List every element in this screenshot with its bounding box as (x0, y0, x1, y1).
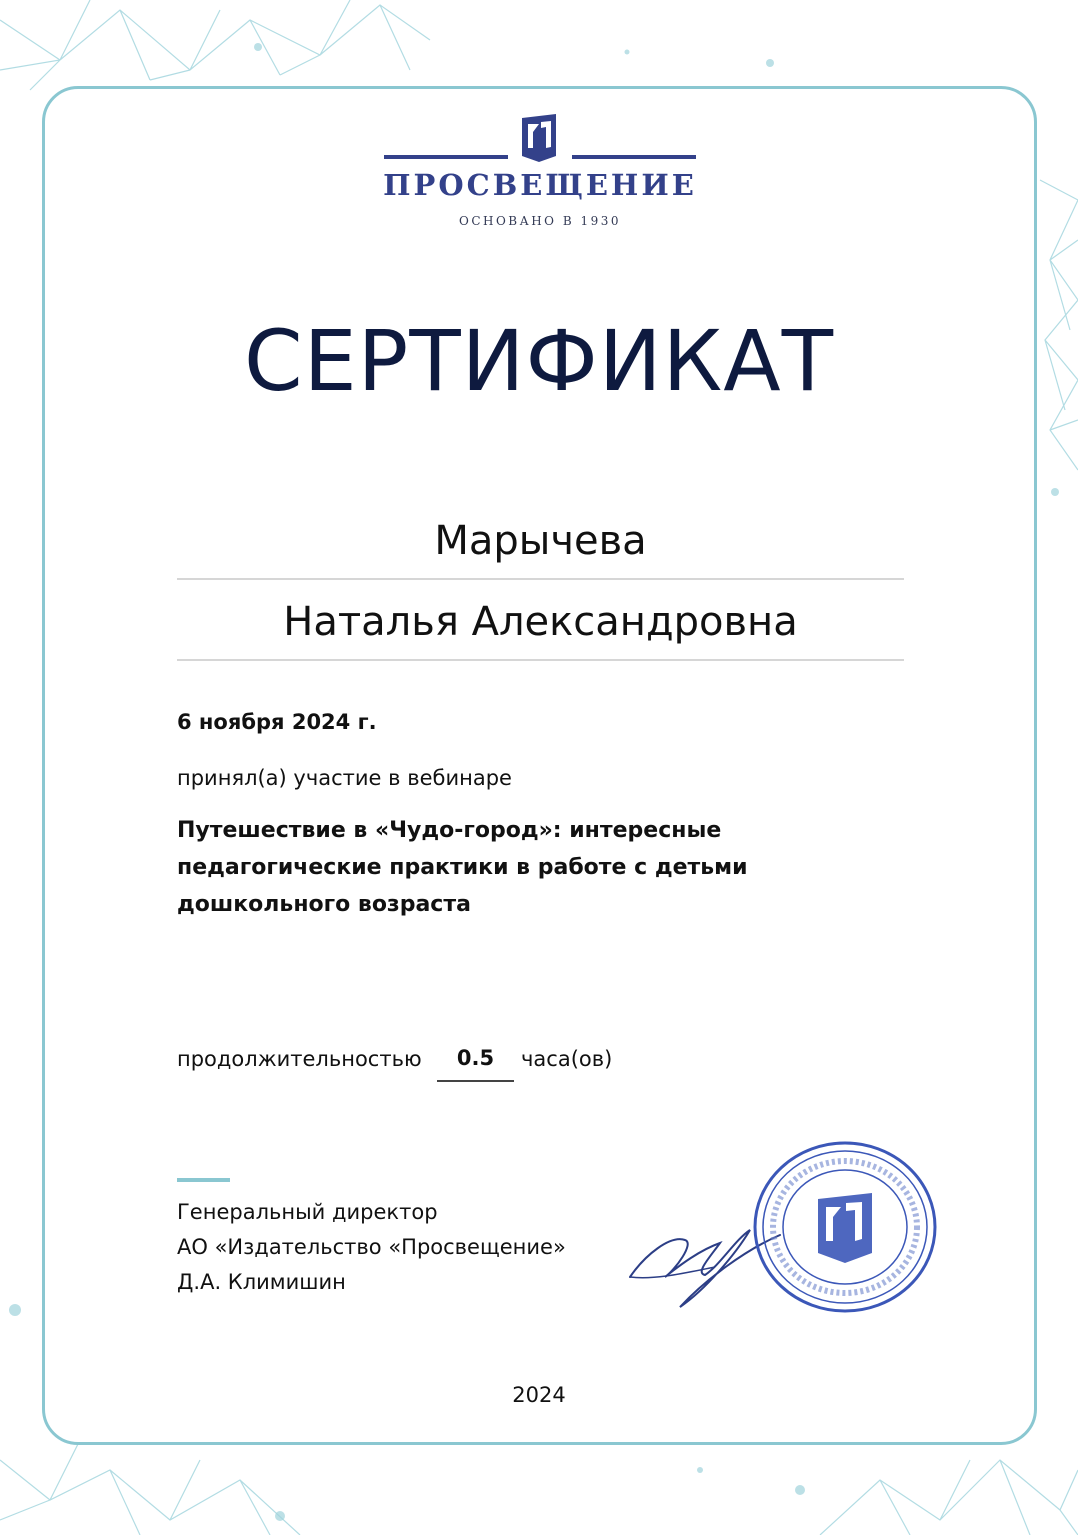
name-divider-1 (177, 578, 904, 580)
webinar-title (177, 812, 857, 923)
duration-label: продолжительностью (177, 1047, 422, 1071)
publisher-seal-stamp (750, 1137, 940, 1317)
duration-value: 0.5 (456, 1046, 495, 1070)
webinar-title-line: Путешествие в «Чудо-город»: интересные (177, 818, 722, 843)
signatory-position: Генеральный директор (177, 1200, 438, 1224)
certificate-title: СЕРТИФИКАТ (243, 312, 835, 410)
publisher-logo-icon (520, 112, 558, 164)
signatory-organization: АО «Издательство «Просвещение» (177, 1235, 566, 1259)
webinar-title-line: педагогические практики в работе с детьми (177, 855, 748, 880)
logo-rule-right (572, 155, 696, 159)
webinar-title-line: дошкольного возраста (177, 892, 471, 917)
publisher-name: ПРОСВЕЩЕНИЕ (383, 168, 697, 202)
name-divider-2 (177, 659, 904, 661)
signatory-name: Д.А. Климишин (177, 1270, 346, 1294)
signatory-accent-bar (177, 1178, 230, 1182)
logo-rule-left (384, 155, 508, 159)
participation-text: принял(а) участие в вебинаре (177, 766, 512, 790)
event-date: 6 ноября 2024 г. (177, 710, 377, 734)
certificate-year: 2024 (512, 1383, 566, 1407)
recipient-given-names: Наталья Александровна (283, 599, 798, 645)
recipient-surname: Марычева (434, 518, 647, 564)
duration-unit: часа(ов) (521, 1047, 613, 1071)
publisher-tagline: ОСНОВАНО В 1930 (458, 214, 622, 228)
duration-underline (437, 1080, 514, 1082)
signatory-block (177, 1195, 566, 1300)
